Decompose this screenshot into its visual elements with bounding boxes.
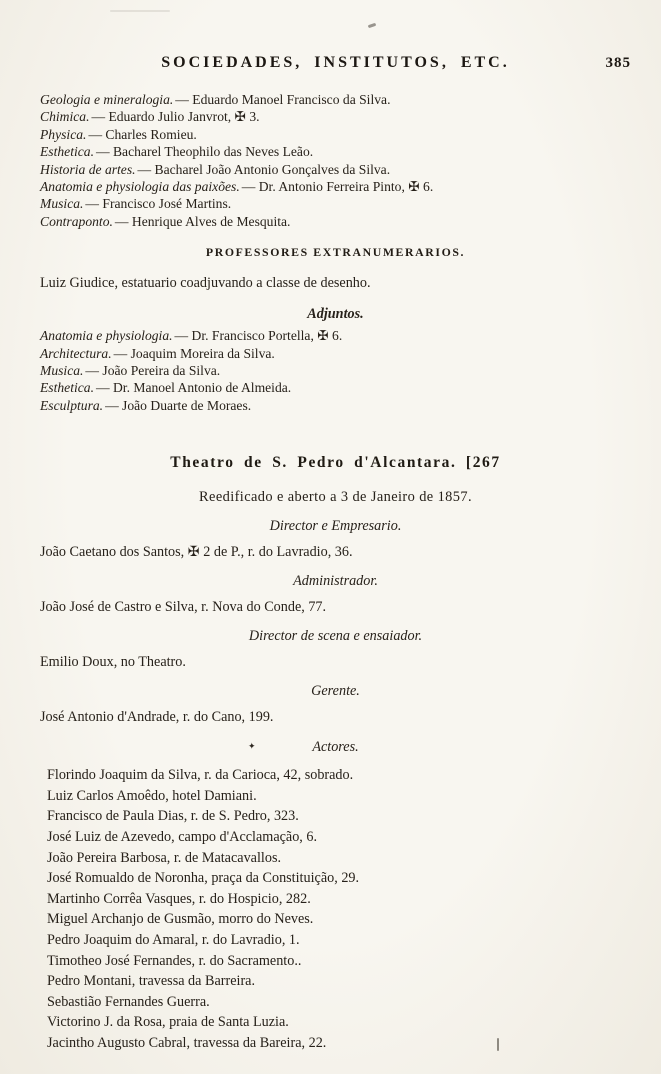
entry-text: — João Pereira da Silva. xyxy=(85,363,221,379)
actors-heading-row xyxy=(40,738,631,756)
page-header xyxy=(40,54,631,74)
actor-line: Miguel Archanjo de Gusmão, morro do Neves. xyxy=(47,911,314,928)
subject-label: Esthetica. xyxy=(40,380,94,396)
extranumerarios-heading: PROFESSORES EXTRANUMERARIOS. xyxy=(205,245,466,260)
theatro-title: Theatro de S. Pedro d'Alcantara. [267 xyxy=(170,454,501,472)
role-heading: Administrador. xyxy=(293,573,378,590)
adjunto-entry xyxy=(40,327,631,344)
actor-line: Martinho Corrêa Vasques, r. do Hospicio, 282. xyxy=(47,890,311,907)
actor-line: Timotheo José Fernandes, r. do Sacramento.. xyxy=(47,952,302,969)
role-person-line: João Caetano dos Santos, ✠ 2 de P., r. do Lavradio, 36. xyxy=(40,544,353,561)
subject-label: Historia de artes. xyxy=(40,161,136,177)
subject-label: Musica. xyxy=(40,196,84,212)
faculty-entry xyxy=(40,126,631,143)
faculty-entry xyxy=(40,143,631,160)
adjuntos-heading: Adjuntos. xyxy=(307,306,364,323)
role-heading: Director e Empresario. xyxy=(269,518,402,535)
actor-line: Victorino J. da Rosa, praia de Santa Luzia. xyxy=(47,1014,289,1031)
entry-text: — Bacharel João Antonio Gonçalves da Silva. xyxy=(137,161,391,177)
faculty-entry xyxy=(40,161,631,178)
adjunto-entry xyxy=(40,397,631,414)
faculty-entry xyxy=(40,213,631,230)
actor-line: Pedro Joaquim do Amaral, r. do Lavradio, 1. xyxy=(47,932,300,949)
role-block xyxy=(40,683,631,726)
actors-list xyxy=(40,765,631,1053)
entry-text: — Henrique Alves de Mesquita. xyxy=(114,213,291,229)
role-person-line: José Antonio d'Andrade, r. do Cano, 199. xyxy=(40,709,274,726)
entry-text: — Charles Romieu. xyxy=(88,126,197,142)
subject-label: Esthetica. xyxy=(40,144,94,160)
actor-line: José Luiz de Azevedo, campo d'Acclamação, 6. xyxy=(47,829,318,846)
theatro-roles xyxy=(40,518,631,726)
actors-heading: Actores. xyxy=(312,739,359,756)
faculty-entry xyxy=(40,178,631,195)
theatro-subtitle: Reedificado e aberto a 3 de Janeiro de 1857. xyxy=(199,489,472,506)
adjunto-entry xyxy=(40,379,631,396)
scan-artifact xyxy=(368,23,377,28)
entry-text: — Dr. Francisco Portella, ✠ 6. xyxy=(174,328,343,344)
adjunto-entry xyxy=(40,345,631,362)
fleuron-ornament-icon: ✦ xyxy=(248,741,256,752)
role-block xyxy=(40,628,631,671)
subject-label: Esculptura. xyxy=(40,397,104,413)
role-person-line: João José de Castro e Silva, r. Nova do Conde, 77. xyxy=(40,599,327,616)
subject-label: Physica. xyxy=(40,126,87,142)
role-person-line: Emilio Doux, no Theatro. xyxy=(40,654,186,671)
scan-artifact xyxy=(497,1038,499,1051)
subject-label: Musica. xyxy=(40,363,84,379)
faculty-entry xyxy=(40,91,631,108)
entry-text: — Dr. Antonio Ferreira Pinto, ✠ 6. xyxy=(241,179,434,195)
role-block xyxy=(40,518,631,561)
entry-text: — Dr. Manoel Antonio de Almeida. xyxy=(95,380,292,396)
faculty-entry xyxy=(40,108,631,125)
subject-label: Anatomia e physiologia das paixões. xyxy=(40,179,240,195)
actor-line: Florindo Joaquim da Silva, r. da Carioca, 42, sobrado. xyxy=(47,767,354,784)
entry-text: — Joaquim Moreira da Silva. xyxy=(113,345,275,361)
actor-line: Francisco de Paula Dias, r. de S. Pedro, 323. xyxy=(47,808,299,825)
actor-line: João Pereira Barbosa, r. de Matacavallos. xyxy=(47,849,282,866)
role-heading: Director de scena e ensaiador. xyxy=(248,628,423,645)
page-number: 385 xyxy=(605,55,631,71)
actor-line: Luiz Carlos Amoêdo, hotel Damiani. xyxy=(47,787,257,804)
entry-text: — Bacharel Theophilo das Neves Leão. xyxy=(95,144,314,160)
actor-line: Jacintho Augusto Cabral, travessa da Bareira, 22. xyxy=(47,1035,327,1051)
role-heading: Gerente. xyxy=(311,683,360,700)
scan-artifact xyxy=(110,10,170,12)
subject-label: Architectura. xyxy=(40,345,112,361)
adjuntos-list xyxy=(40,327,631,414)
actor-line: José Romualdo de Noronha, praça da Constituição, 29. xyxy=(47,870,360,887)
role-block xyxy=(40,573,631,616)
entry-text: — Francisco José Martins. xyxy=(85,196,232,212)
faculty-entry xyxy=(40,195,631,212)
subject-label: Chimica. xyxy=(40,109,90,125)
entry-text: — Eduardo Manoel Francisco da Silva. xyxy=(175,92,391,107)
actor-line: Sebastião Fernandes Guerra. xyxy=(47,993,210,1010)
adjunto-entry xyxy=(40,362,631,379)
actor-line: Pedro Montani, travessa da Barreira. xyxy=(47,973,256,990)
subject-label: Contraponto. xyxy=(40,213,113,229)
faculty-list xyxy=(40,91,631,230)
subject-label: Anatomia e physiologia. xyxy=(40,328,173,344)
extranumerarios-line: Luiz Giudice, estatuario coadjuvando a classe de desenho. xyxy=(40,275,371,292)
page-title: SOCIEDADES, INSTITUTOS, ETC. xyxy=(161,54,510,71)
entry-text: — Eduardo Julio Janvrot, ✠ 3. xyxy=(91,109,260,125)
entry-text: — João Duarte de Moraes. xyxy=(105,397,252,413)
subject-label: Geologia e mineralogia. xyxy=(40,92,174,107)
